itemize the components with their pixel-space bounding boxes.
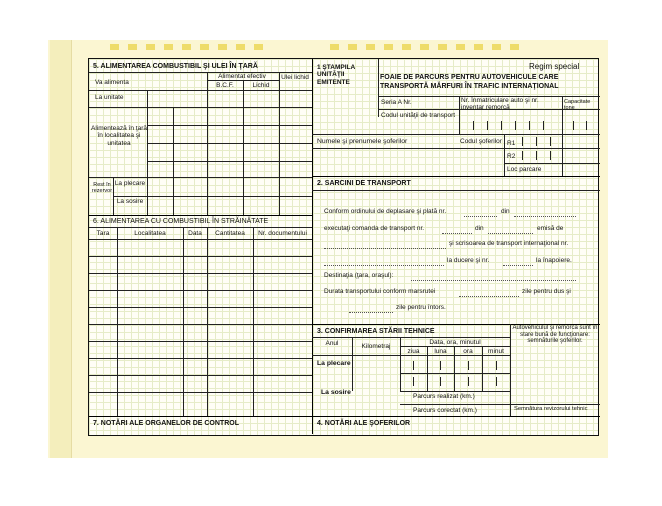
alimenteaza-label: Alimentează în ţară în localitatea şi unitatea <box>91 125 148 147</box>
rule <box>543 121 544 130</box>
rule <box>183 227 184 416</box>
rule <box>440 377 441 386</box>
din-text-2: din <box>475 225 484 232</box>
rule <box>487 121 488 130</box>
rest-la-plecare-label: La plecare <box>114 180 146 187</box>
rule <box>147 143 312 144</box>
rule <box>573 121 574 130</box>
rule <box>173 107 174 215</box>
zile-dus-text: zile pentru dus şi <box>522 288 571 295</box>
rule <box>89 273 312 274</box>
rule <box>147 90 148 215</box>
decorative-stripe <box>330 44 520 50</box>
zile-intors-text: zile pentru întors. <box>396 304 446 311</box>
nr-inmatriculare-label: Nr. înmatriculare auto şi nr. inventar remorcă <box>461 97 539 112</box>
rule <box>400 391 510 392</box>
rule <box>207 72 208 215</box>
rule <box>113 196 312 197</box>
rule <box>89 307 312 308</box>
rule <box>117 227 118 416</box>
rule <box>147 161 312 162</box>
destinatia-label: Destinaţia (ţara, oraşul): <box>324 272 394 279</box>
rule <box>413 377 414 386</box>
section7-title: 7. NOTĂRI ALE ORGANELOR DE CONTROL <box>93 420 239 427</box>
la-unitate-label: La unitate <box>95 94 124 101</box>
rest-la-sosire-label: La sosire <box>116 198 144 205</box>
rule <box>464 216 497 217</box>
rule <box>312 190 600 191</box>
col-nr-documentului: Nr. documentului <box>258 230 307 237</box>
cod-soferi-label: Codul şoferilor <box>460 138 502 145</box>
scrisoare-transport-text: şi scrisoarea de transport internaţional nr. <box>449 240 569 247</box>
rule <box>89 256 312 257</box>
section3-title: 3. CONFIRMAREA STĂRII TEHNICE <box>317 328 435 335</box>
rule <box>562 96 563 176</box>
nume-soferi-label: Numele şi prenumele şoferilor <box>317 138 408 145</box>
rule <box>501 121 502 130</box>
rule <box>324 265 444 266</box>
lichid-label: Lichid <box>252 82 270 89</box>
alimentat-efectiv-label: Alimentat efectiv <box>218 73 266 80</box>
parcurs-corectat-label: Parcurs corectat (km.) <box>413 407 477 414</box>
rule <box>504 134 505 176</box>
rule <box>89 227 312 228</box>
regim-special-label: Regim special <box>529 62 580 71</box>
cod-unitatii-label: Codul unităţii de transport <box>381 112 456 119</box>
section5-title: 5. ALIMENTAREA COMBUSTIBIL ŞI ULEI ÎN ŢARĂ <box>93 63 258 70</box>
rule <box>243 80 244 215</box>
rule <box>324 248 446 249</box>
la-inapoiere-text: la înapoiere. <box>536 257 572 264</box>
rule <box>400 346 510 347</box>
rule <box>496 377 497 386</box>
rule <box>411 280 576 281</box>
section4-title: 4. NOTĂRI ALE ŞOFERILOR <box>317 420 411 427</box>
rule <box>89 239 312 240</box>
rule <box>504 163 600 164</box>
din-text-1: din <box>501 208 510 215</box>
kilometraj-label: Kilometraj <box>361 343 391 350</box>
rule <box>468 377 469 386</box>
data-ora-minut-label: Data, ora, minutul <box>429 339 481 346</box>
r2-label: R2 <box>507 153 516 160</box>
rule <box>89 324 312 325</box>
rule <box>378 109 600 110</box>
rule <box>496 361 497 370</box>
rule <box>459 96 460 134</box>
sosire-row-label: La sosire <box>321 389 351 396</box>
rule <box>89 215 312 216</box>
rule <box>440 361 441 370</box>
va-alimenta-label: Va alimenta <box>95 79 129 86</box>
rest-rezervor-label: Rest în rezervor <box>91 182 113 195</box>
rule <box>503 265 533 266</box>
rule <box>312 134 600 135</box>
rule <box>400 373 510 374</box>
plecare-row-label: La plecare <box>317 360 351 367</box>
rule <box>312 176 600 177</box>
luna-label: luna <box>434 348 447 355</box>
col-localitatea: Localitatea <box>134 230 166 237</box>
col-data: Data <box>188 230 202 237</box>
r1-label: R1 <box>507 140 516 147</box>
ordin-deplasare-text: Conform ordinului de deplasare şi plată nr. <box>324 208 447 215</box>
rule <box>454 346 455 391</box>
anul-label: Anul <box>325 340 339 347</box>
pad-binding-edge <box>50 40 72 458</box>
rule <box>514 216 576 217</box>
section6-title: 6. ALIMENTAREA CU COMBUSTIBIL ÎN STRĂINĂTATE <box>93 218 269 225</box>
rule <box>253 227 254 416</box>
rule <box>459 296 519 297</box>
rule <box>89 392 312 393</box>
rule <box>207 227 208 416</box>
rule <box>586 121 587 130</box>
emisa-de-text: emisă de <box>537 225 564 232</box>
rule <box>536 151 537 160</box>
la-ducere-text: la ducere şi nr. <box>447 257 490 264</box>
rule <box>312 416 600 417</box>
rule <box>312 355 510 356</box>
ora-label: ora <box>463 348 473 355</box>
form-title-line1: FOAIE DE PARCURS PENTRU AUTOVEHICULE CARE <box>380 74 559 81</box>
bcf-label: B.C.F. <box>216 82 234 89</box>
parcurs-realizat-label: Parcurs realizat (km.) <box>413 393 475 400</box>
center-divider <box>312 59 313 434</box>
stamp-label: 1 ŞTAMPILA UNITĂŢII EMITENTE <box>317 64 355 86</box>
rule <box>312 148 600 149</box>
waybill-form <box>88 58 599 436</box>
rule <box>427 346 428 391</box>
rule <box>89 416 312 417</box>
rule <box>89 341 312 342</box>
rule <box>312 337 510 338</box>
rule <box>550 151 551 160</box>
semnatura-revizor-label: Semnătura revizorului tehnic <box>514 406 588 412</box>
rule <box>488 233 533 234</box>
section2-title: 2. SARCINI DE TRANSPORT <box>317 180 411 187</box>
rule <box>442 233 472 234</box>
minut-label: minut <box>488 348 504 355</box>
rule <box>550 137 551 146</box>
ulei-lichid-label: Ulei lichid <box>281 74 309 81</box>
rule <box>400 404 600 405</box>
rule <box>89 290 312 291</box>
rule <box>482 346 483 391</box>
rule <box>536 137 537 146</box>
rule <box>413 361 414 370</box>
rule <box>510 324 511 416</box>
rule <box>89 375 312 376</box>
stare-buna-label: Autovehiculul şi remorca sunt în stare bună de funcţionare: semnăturile şoferilor. <box>512 325 598 345</box>
capacitate-label: Capacitate tone <box>564 99 591 112</box>
col-cantitatea: Cantitatea <box>215 230 245 237</box>
rule <box>529 121 530 130</box>
seria-label: Seria A Nr. <box>381 99 412 106</box>
ziua-label: ziua <box>407 348 420 355</box>
loc-parcare-label: Loc parcare <box>507 166 542 173</box>
rule <box>349 312 393 313</box>
col-tara: Tara <box>96 230 110 237</box>
rule <box>147 125 312 126</box>
rule <box>522 151 523 160</box>
rule <box>89 358 312 359</box>
rule <box>468 361 469 370</box>
comanda-transport-text: executaţi comanda de transport nr. <box>324 225 425 232</box>
rule <box>515 121 516 130</box>
durata-transport-text: Durata transportului conform marsrutei <box>324 288 436 295</box>
form-title-line2: TRANSPORTĂ MĂRFURI ÎN TRAFIC INTERNAŢIONAL <box>380 83 559 90</box>
decorative-stripe <box>110 44 270 50</box>
rule <box>522 137 523 146</box>
rule <box>279 72 280 215</box>
rule <box>473 121 474 130</box>
